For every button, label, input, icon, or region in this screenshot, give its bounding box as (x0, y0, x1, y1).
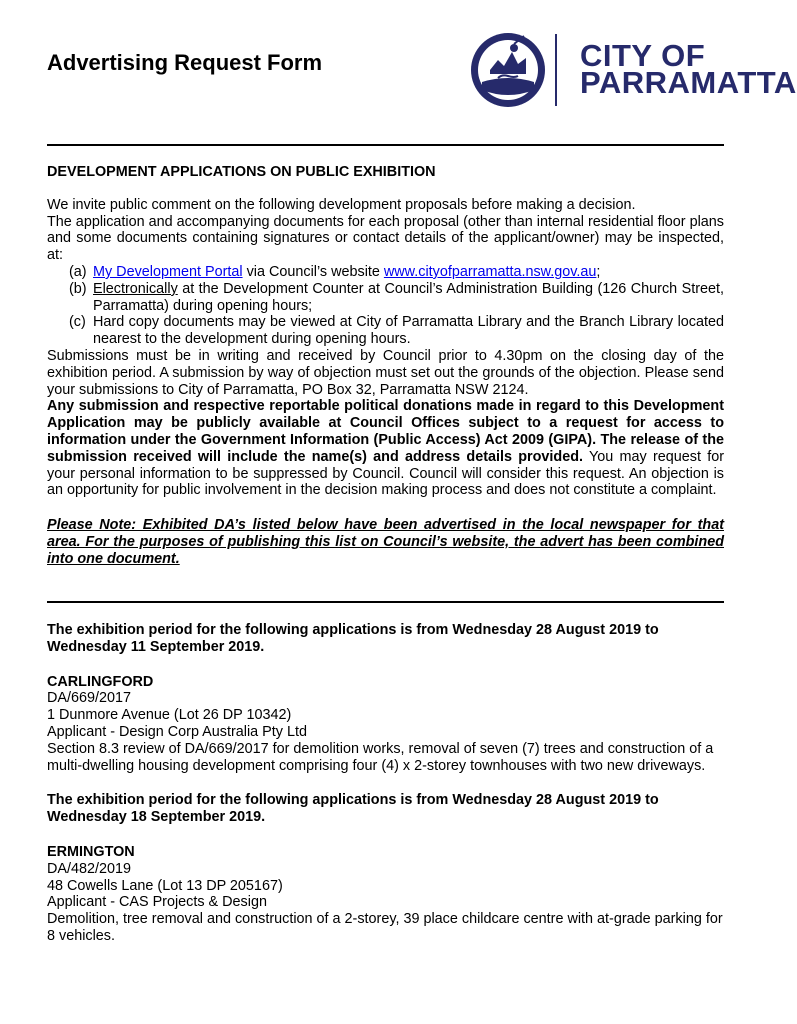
applications-list (47, 622, 724, 945)
exhibition-period: The exhibition period for the following applications is from Wednesday 28 August 2019 to Wednesday 11 September 2019. (47, 622, 659, 655)
logo-line-2: PARRAMATTA (580, 65, 797, 100)
da-applicant: Applicant - Design Corp Australia Pty Ltd (47, 723, 307, 740)
exhibition-section (47, 622, 724, 774)
list-item-b (47, 281, 724, 315)
gipa-rest-text: You may request for your personal information to be suppressed by Council. Council will consider this request. An objection is an opportunity for public involvement in the decision making process and does not constitute a complaint. (47, 448, 724, 499)
da-number: DA/669/2017 (47, 690, 132, 707)
list-item-a (47, 264, 724, 281)
logo-wordmark (580, 38, 797, 100)
gipa-paragraph (47, 398, 724, 499)
suburb-name: ERMINGTON (47, 843, 135, 860)
exhibition-period: The exhibition period for the following applications is from Wednesday 28 August 2019 to Wednesday 18 September 2019. (47, 792, 659, 826)
list-marker: (a) (69, 263, 87, 280)
council-seal-icon (468, 30, 558, 110)
section-heading: DEVELOPMENT APPLICATIONS ON PUBLIC EXHIBITION (47, 164, 436, 180)
da-number: DA/482/2019 (47, 860, 132, 877)
intro-section (47, 164, 724, 568)
council-website-link[interactable]: www.cityofparramatta.nsw.gov.au (383, 263, 597, 280)
city-of-parramatta-logo (468, 30, 797, 110)
da-applicant: Applicant - CAS Projects & Design (47, 894, 267, 911)
list-marker: (c) (69, 314, 86, 331)
da-address: 48 Cowells Lane (Lot 13 DP 205167) (47, 877, 283, 894)
list-a-end: ; (596, 263, 601, 280)
logo-line-1: CITY OF (580, 38, 706, 73)
divider-bottom (47, 601, 724, 603)
list-c-text: Hard copy documents may be viewed at City of Parramatta Library and the Branch Library located nearest to the development during opening hours. (93, 314, 724, 348)
electronically-text: Electronically (93, 280, 178, 297)
list-marker: (b) (69, 280, 87, 297)
submissions-paragraph: Submissions must be in writing and received by Council prior to 4.30pm on the closing day of the exhibition period. A submission by way of objection must set out the grounds of the objection. Please send your submissions to City of Parramatta, PO Box 32, Parramatta NSW 2124. (47, 347, 724, 398)
suburb-name: CARLINGFORD (47, 673, 154, 690)
da-address: 1 Dunmore Avenue (Lot 26 DP 10342) (47, 707, 292, 724)
list-item-c (47, 314, 724, 348)
inspection-list (47, 264, 724, 348)
divider-top (47, 144, 724, 146)
da-description: Demolition, tree removal and construction of a 2-storey, 39 place childcare centre with at-grade parking for 8 vehicles. (47, 911, 723, 944)
my-development-portal-link[interactable]: My Development Portal (93, 263, 243, 280)
page-title: Advertising Request Form (47, 50, 323, 75)
list-b-text: at the Development Counter at Council’s Administration Building (126 Church Street, Parramatta) during opening hours; (93, 280, 724, 314)
gipa-bold-text: Any submission and respective reportable political donations made in regard to this Development Application may be publicly available at Council Offices subject to a request for access to information under the Government Information (Public Access) Act 2009 (GIPA). The release of the submission received will include the name(s) and address details provided. (47, 398, 724, 465)
intro-paragraph-2: The application and accompanying documents for each proposal (other than internal residential floor plans and some documents containing signatures or contact details of the applicant/owner) may be inspected, at: (47, 213, 724, 264)
please-note: Please Note: Exhibited DA’s listed below have been advertised in the local newspaper for that area. For the purposes of publishing this list on Council’s website, the advert has been combined into one document. (47, 517, 724, 567)
intro-paragraph-1: We invite public comment on the following development proposals before making a decision. (47, 196, 636, 213)
da-description: Section 8.3 review of DA/669/2017 for demolition works, removal of seven (7) trees and construction of a multi-dwelling housing development comprising four (4) x 2-storey townhouses with two new driveways. (47, 740, 714, 774)
list-a-text: via Council’s website (242, 263, 384, 280)
exhibition-section (47, 792, 724, 944)
